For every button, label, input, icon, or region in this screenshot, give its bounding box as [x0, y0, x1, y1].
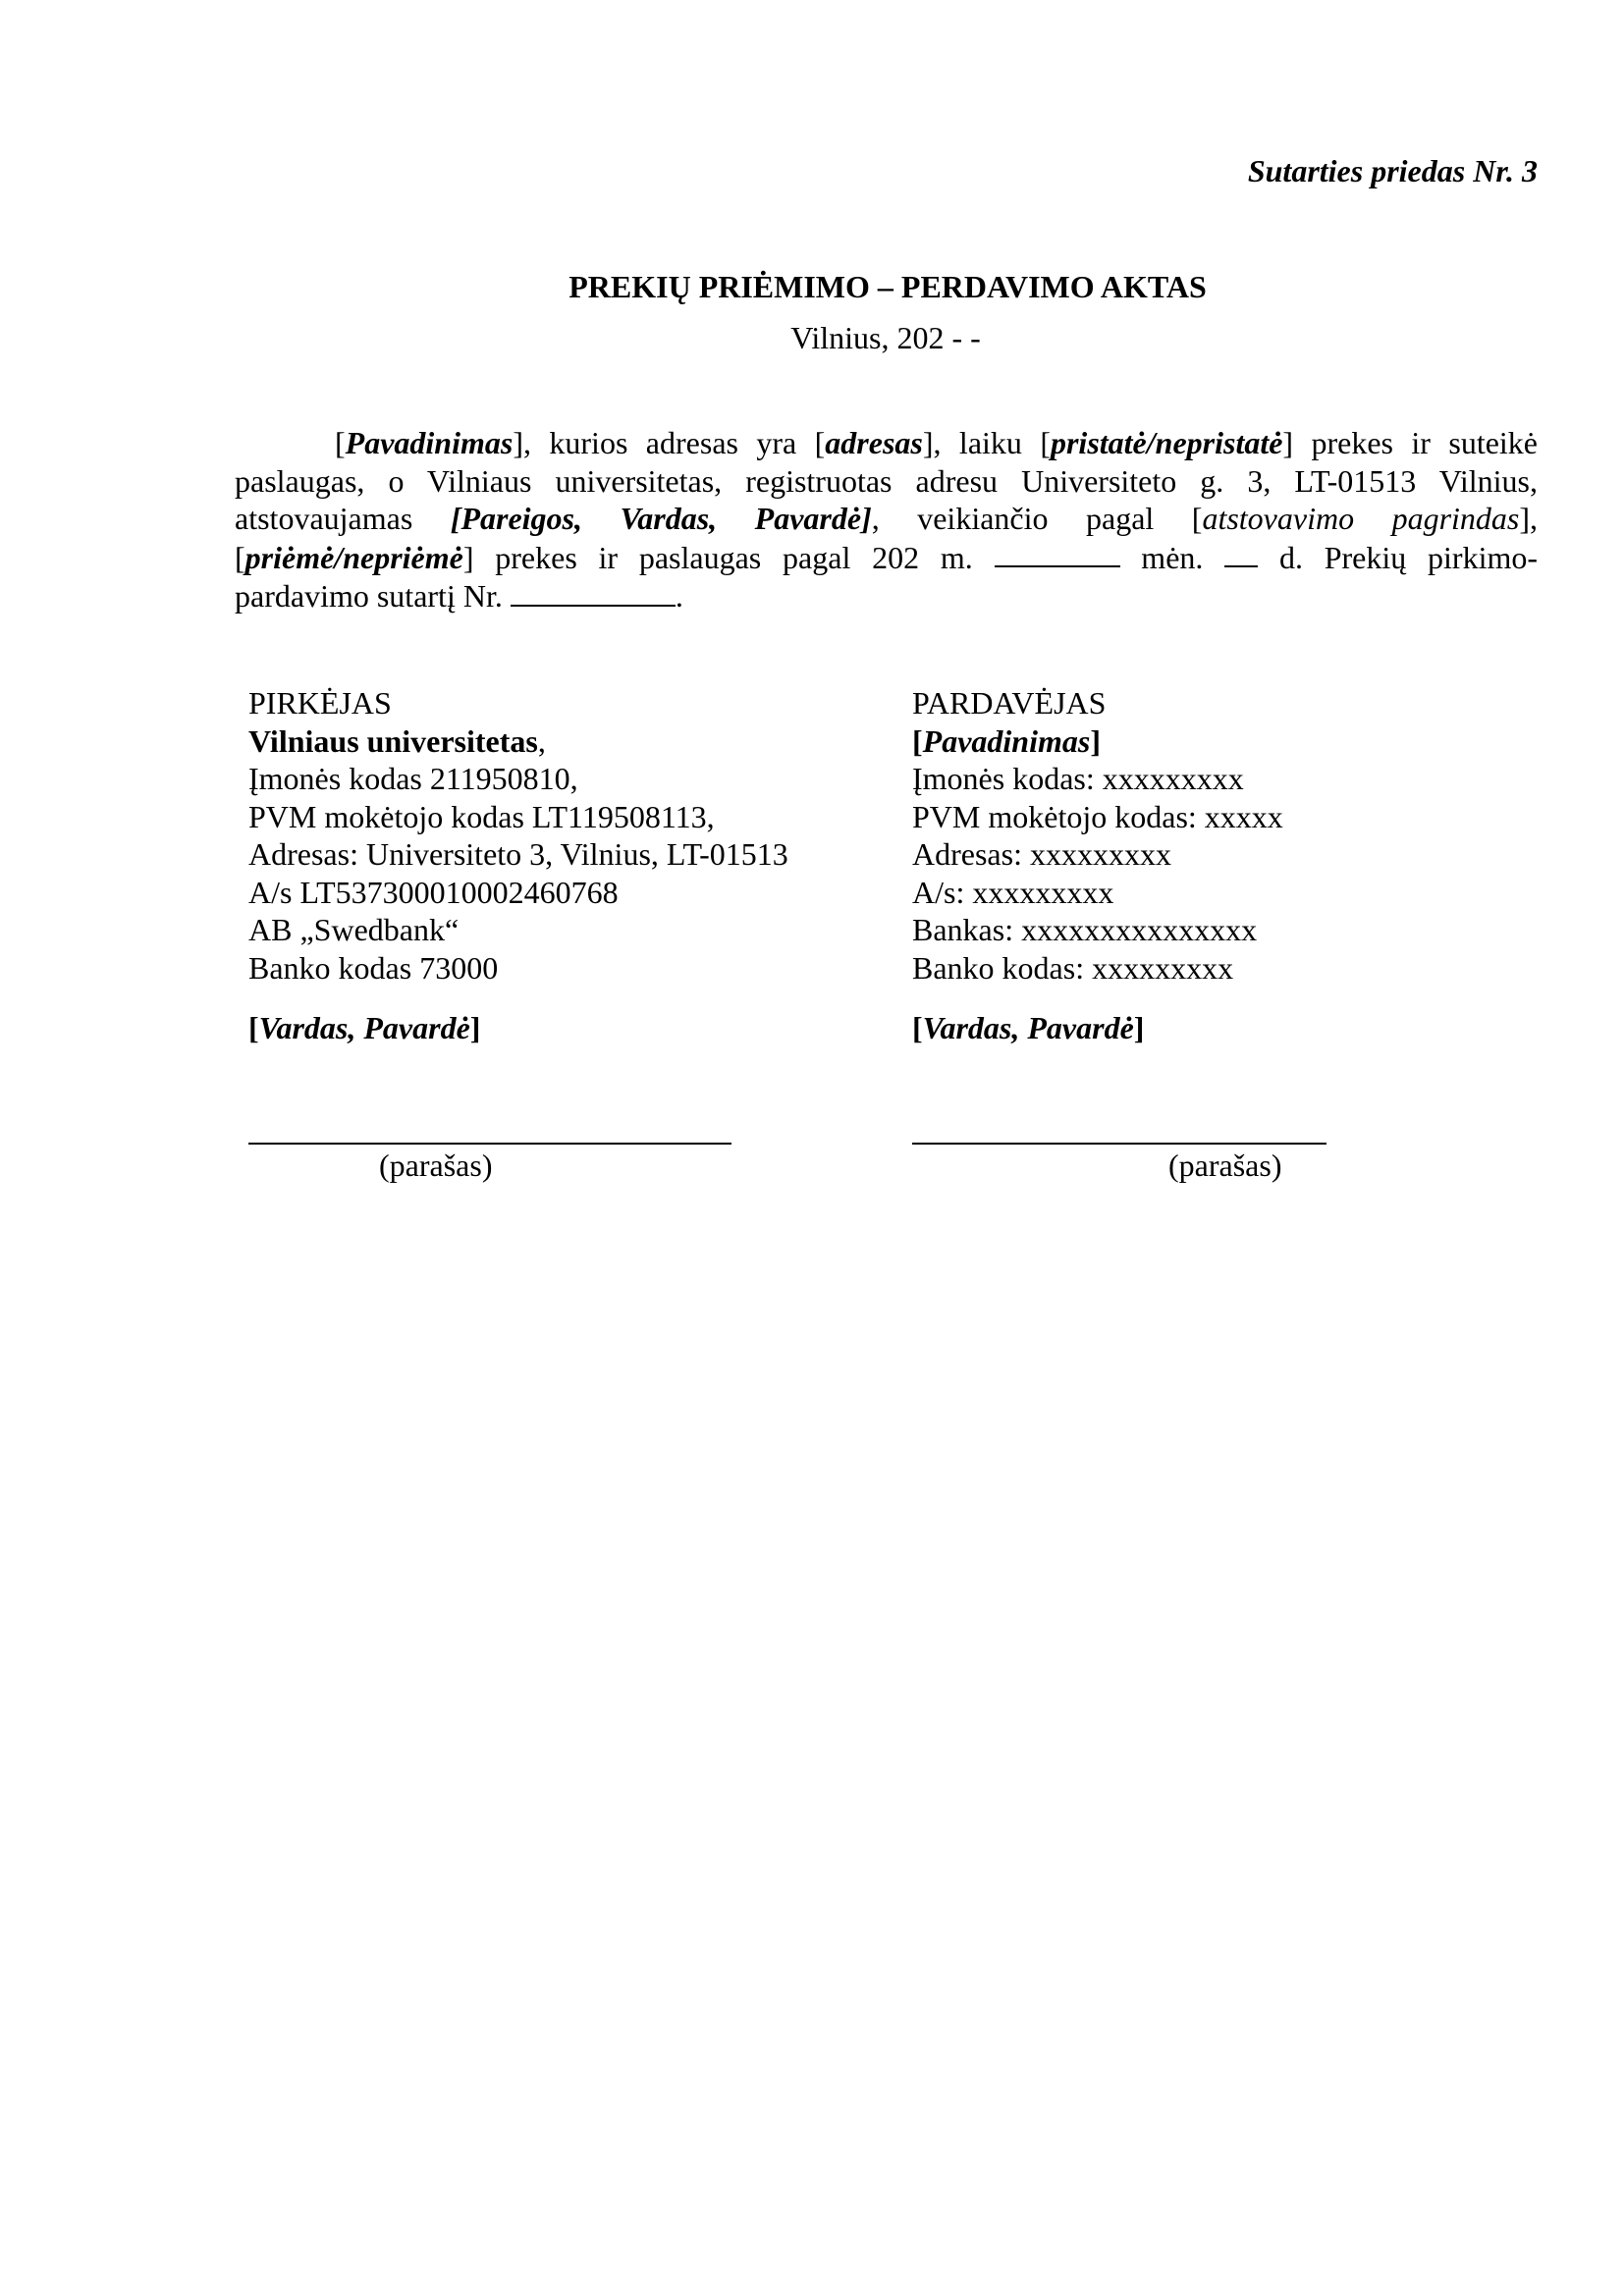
buyer-name-line: Vilniaus universitetas, [248, 722, 546, 759]
delivery-status-placeholder: pristatė/nepristatė [1050, 425, 1283, 460]
representation-basis-placeholder: atstovavimo pagrindas [1202, 501, 1520, 536]
buyer-bank-code: Banko kodas 73000 [248, 949, 499, 986]
seller-name-placeholder: Pavadinimas [345, 425, 514, 460]
day-blank [1224, 538, 1258, 568]
seller-bank-code: Banko kodas: xxxxxxxxx [912, 949, 1234, 986]
contract-number-blank [511, 576, 676, 607]
place-date: Vilnius, 202 - - [790, 320, 981, 355]
buyer-address: Adresas: Universiteto 3, Vilnius, LT-01513 [248, 836, 788, 872]
buyer-role: PIRKĖJAS [248, 685, 392, 721]
body-line-2: paslaugas, o Vilniaus universitetas, registruotas adresu Universiteto g. 3, LT-01513 Vilnius, [235, 462, 1538, 499]
buyer-signature-label: (parašas) [379, 1148, 493, 1183]
month-blank [995, 538, 1120, 568]
seller-signer: [Vardas, Pavardė] [912, 1010, 1145, 1045]
seller-name-line: [Pavadinimas] [912, 722, 1101, 759]
seller-company-code: Įmonės kodas: xxxxxxxxx [912, 761, 1244, 796]
document-title: PREKIŲ PRIĖMIMO – PERDAVIMO AKTAS [568, 269, 1207, 304]
seller-bank: Bankas: xxxxxxxxxxxxxxx [912, 912, 1258, 947]
body-line-4: [priėmė/nepriėmė] prekes ir paslaugas pagal 202 m. mėn. d. Prekių pirkimo- [235, 539, 1539, 575]
buyer-name: Vilniaus universitetas [248, 722, 538, 759]
acceptance-status-placeholder: priėmė/nepriėmė [244, 539, 463, 575]
seller-name: Pavadinimas [922, 722, 1091, 759]
seller-address-placeholder: adresas [825, 425, 923, 460]
buyer-account: A/s LT537300010002460768 [248, 874, 619, 910]
body-line-1: [Pavadinimas], kurios adresas yra [adresas], laiku [pristatė/nepristatė] prekes ir suteikė [335, 425, 1538, 460]
seller-address: Adresas: xxxxxxxxx [912, 836, 1171, 872]
seller-vat-code: PVM mokėtojo kodas: xxxxx [912, 798, 1283, 834]
buyer-signer: [Vardas, Pavardė] [248, 1010, 481, 1045]
seller-block [912, 684, 1283, 1047]
seller-account: A/s: xxxxxxxxx [912, 874, 1114, 910]
representative-placeholder: [Pareigos, Vardas, Pavardė] [450, 501, 872, 536]
seller-signature-line [912, 1143, 1326, 1145]
buyer-company-code: Įmonės kodas 211950810, [248, 761, 578, 796]
act-body-paragraph [235, 424, 1538, 614]
appendix-label: Sutarties priedas Nr. 3 [1247, 153, 1538, 188]
seller-role: PARDAVĖJAS [912, 685, 1107, 721]
body-line-3: atstovaujamas [Pareigos, Vardas, Pavardė], veikiančio pagal [atstovavimo pagrindas], [235, 501, 1539, 536]
buyer-vat-code: PVM mokėtojo kodas LT119508113, [248, 798, 715, 834]
buyer-block [248, 684, 788, 1047]
body-line-5: pardavimo sutartį Nr. . [235, 577, 683, 614]
buyer-bank: AB „Swedbank“ [248, 912, 460, 947]
seller-signature-label: (parašas) [1168, 1148, 1282, 1183]
buyer-signature-line [248, 1143, 731, 1145]
